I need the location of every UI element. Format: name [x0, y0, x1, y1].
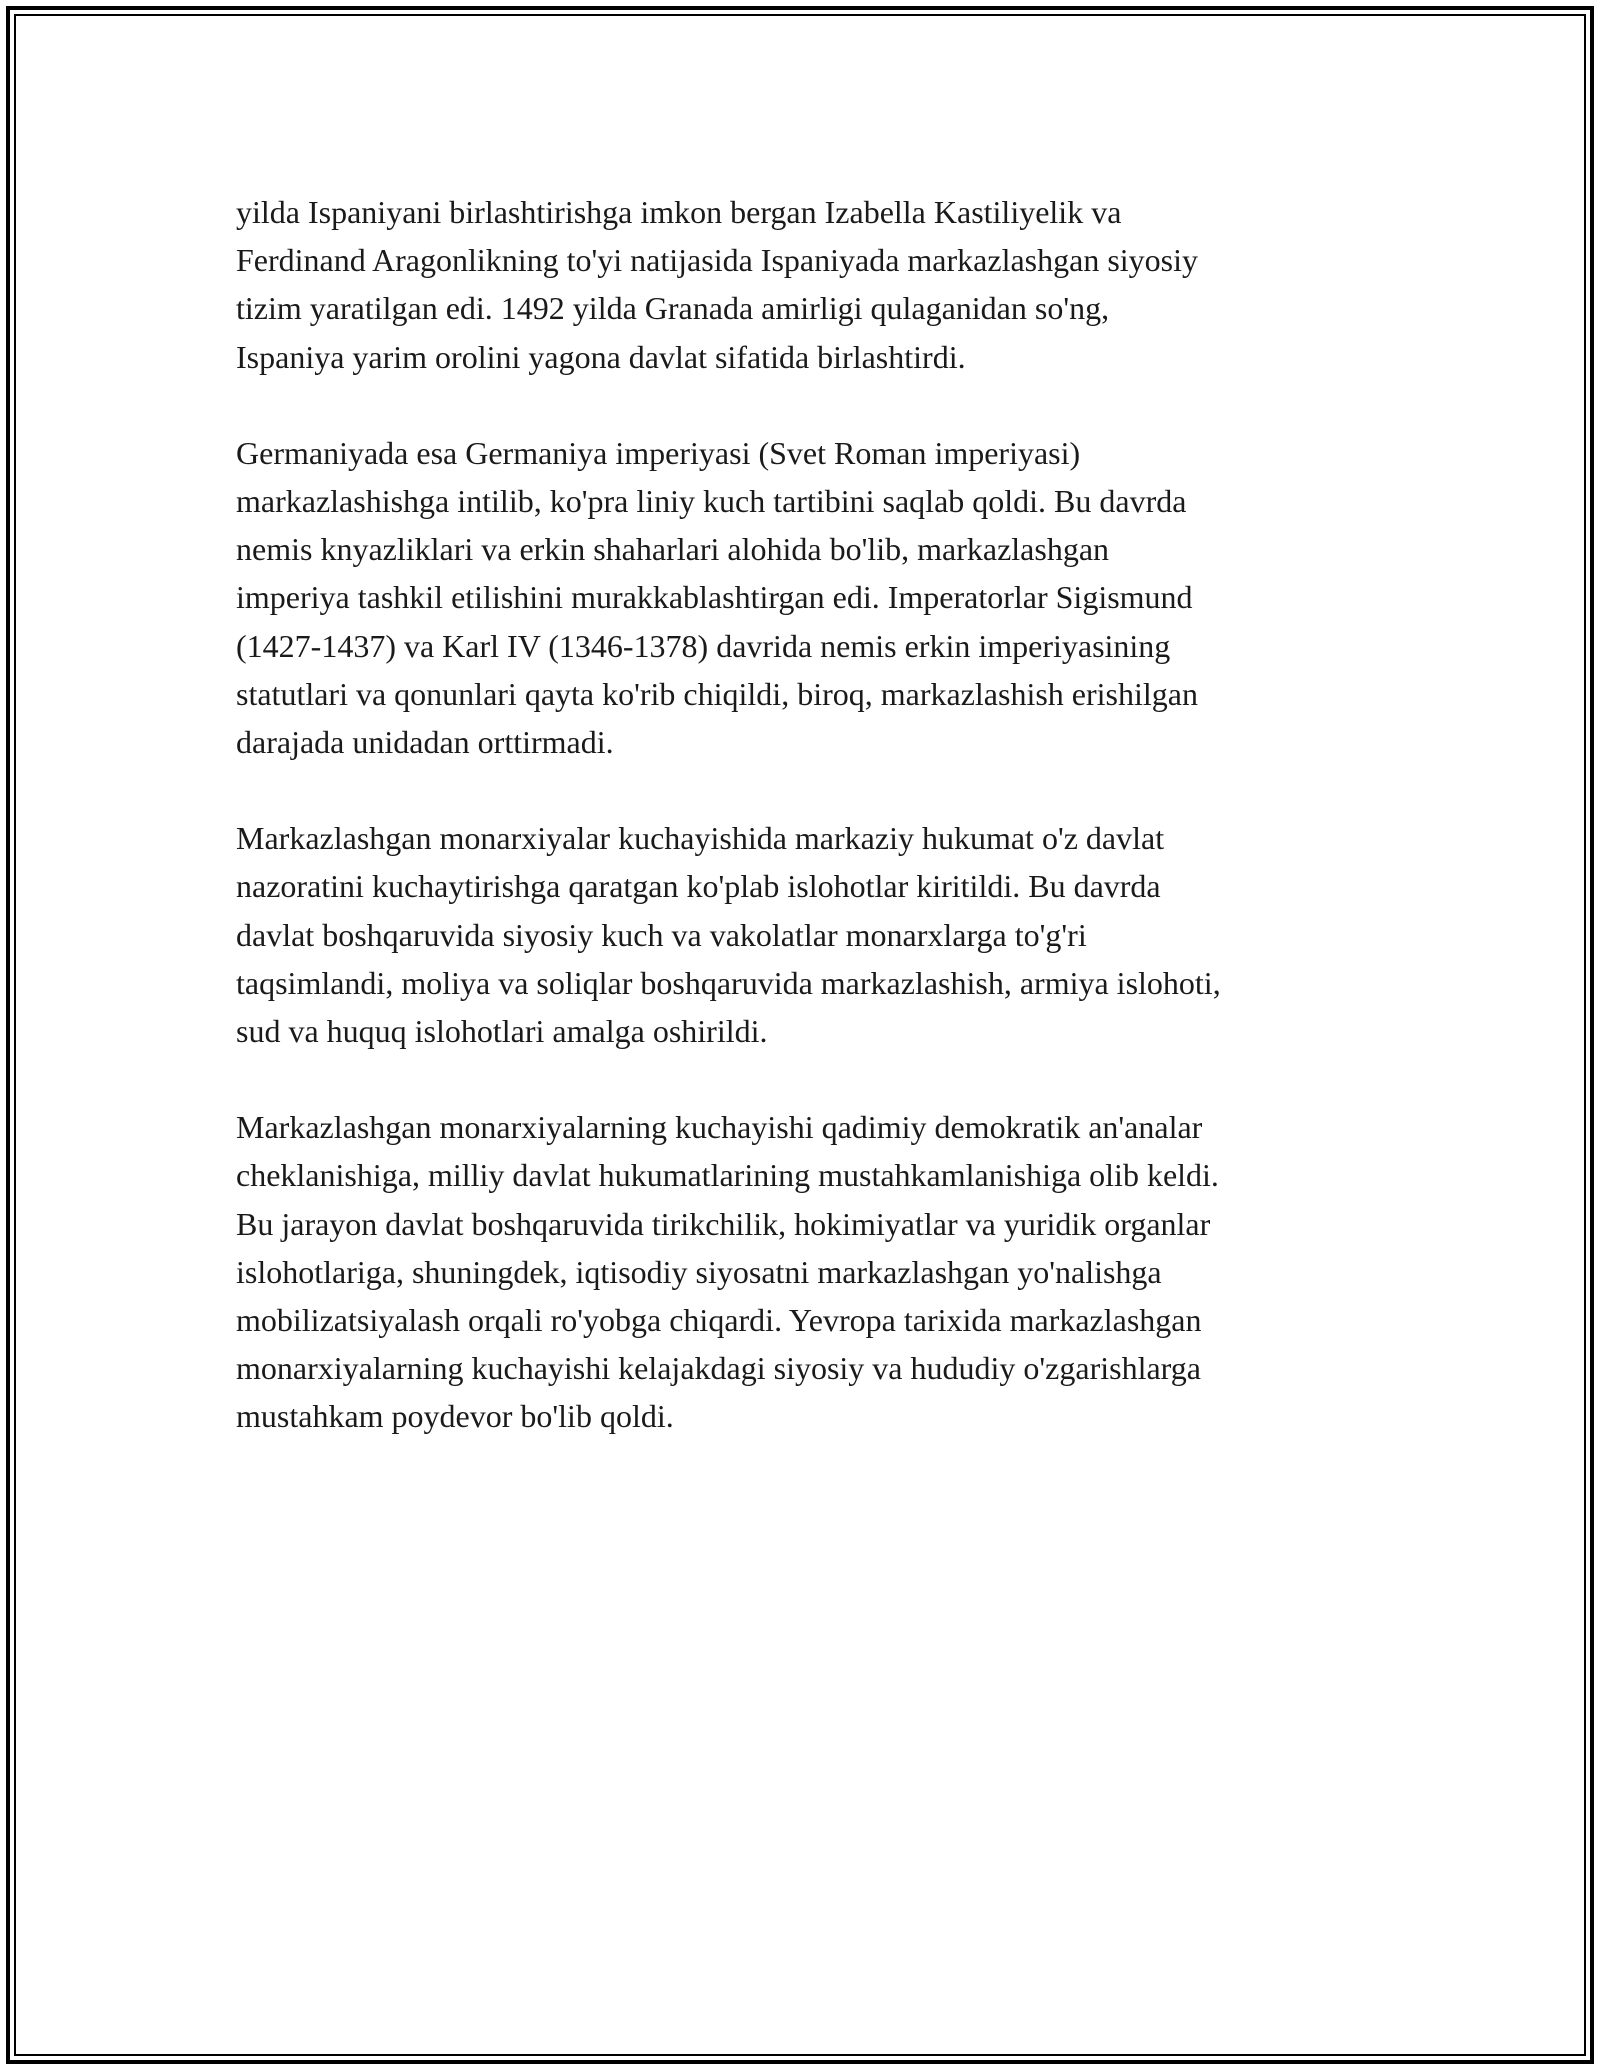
- paragraph-2: Germaniyada esa Germaniya imperiyasi (Svet Roman imperiyasi) markazlashishga intilib, ko'pra liniy kuch tartibini saqlab qoldi. Bu davrda nemis knyazliklari va erkin shaharlari alohida bo'lib, markazlashgan imperiya tashkil etilishini murakkablashtirgan edi. Imperatorlar Sigismund (1427-1437) va Karl IV (1346-1378) davrida nemis erkin imperiyasining statutlari va qonunlari qayta ko'rib chiqildi, biroq, markazlashish erishilgan darajada unidadan orttirmadi.: [236, 434, 1198, 761]
- paragraph-3: Markazlashgan monarxiyalar kuchayishida markaziy hukumat o'z davlat nazoratini kuchaytirishga qaratgan ko'plab islohotlar kiritildi. Bu davrda davlat boshqaruvida siyosiy kuch va vakolatlar monarxlarga to'g'ri taqsimlandi, moliya va soliqlar boshqaruvida markazlashish, armiya islohoti, sud va huquq islohotlari amalga oshirildi.: [236, 820, 1221, 1050]
- paragraph-4: Markazlashgan monarxiyalarning kuchayishi qadimiy demokratik an'analar cheklanishiga, milliy davlat hukumatlarining mustahkamlanishiga olib keldi. Bu jarayon davlat boshqaruvida tirikchilik, hokimiyatlar va yuridik organlar islohotlariga, shuningdek, iqtisodiy siyosatni markazlashgan yo'nalishga mobilizatsiyalash orqali ro'yobga chiqardi. Yevropa tarixida markazlashgan monarxiyalarning kuchayishi kelajakdagi siyosiy va hududiy o'zgarishlarga mustahkam poydevor bo'lib qoldi.: [236, 1109, 1219, 1435]
- paragraph-1: yilda Ispaniyani birlashtirishga imkon bergan Izabella Kastiliyelik va Ferdinand Aragonlikning to'yi natijasida Ispaniyada markazlashgan siyosiy tizim yaratilgan edi. 1492 yilda Granada amirligi qulaganidan so'ng, Ispaniya yarim orolini yagona davlat sifatida birlashtirdi.: [236, 194, 1198, 375]
- document-body: [236, 188, 1376, 1489]
